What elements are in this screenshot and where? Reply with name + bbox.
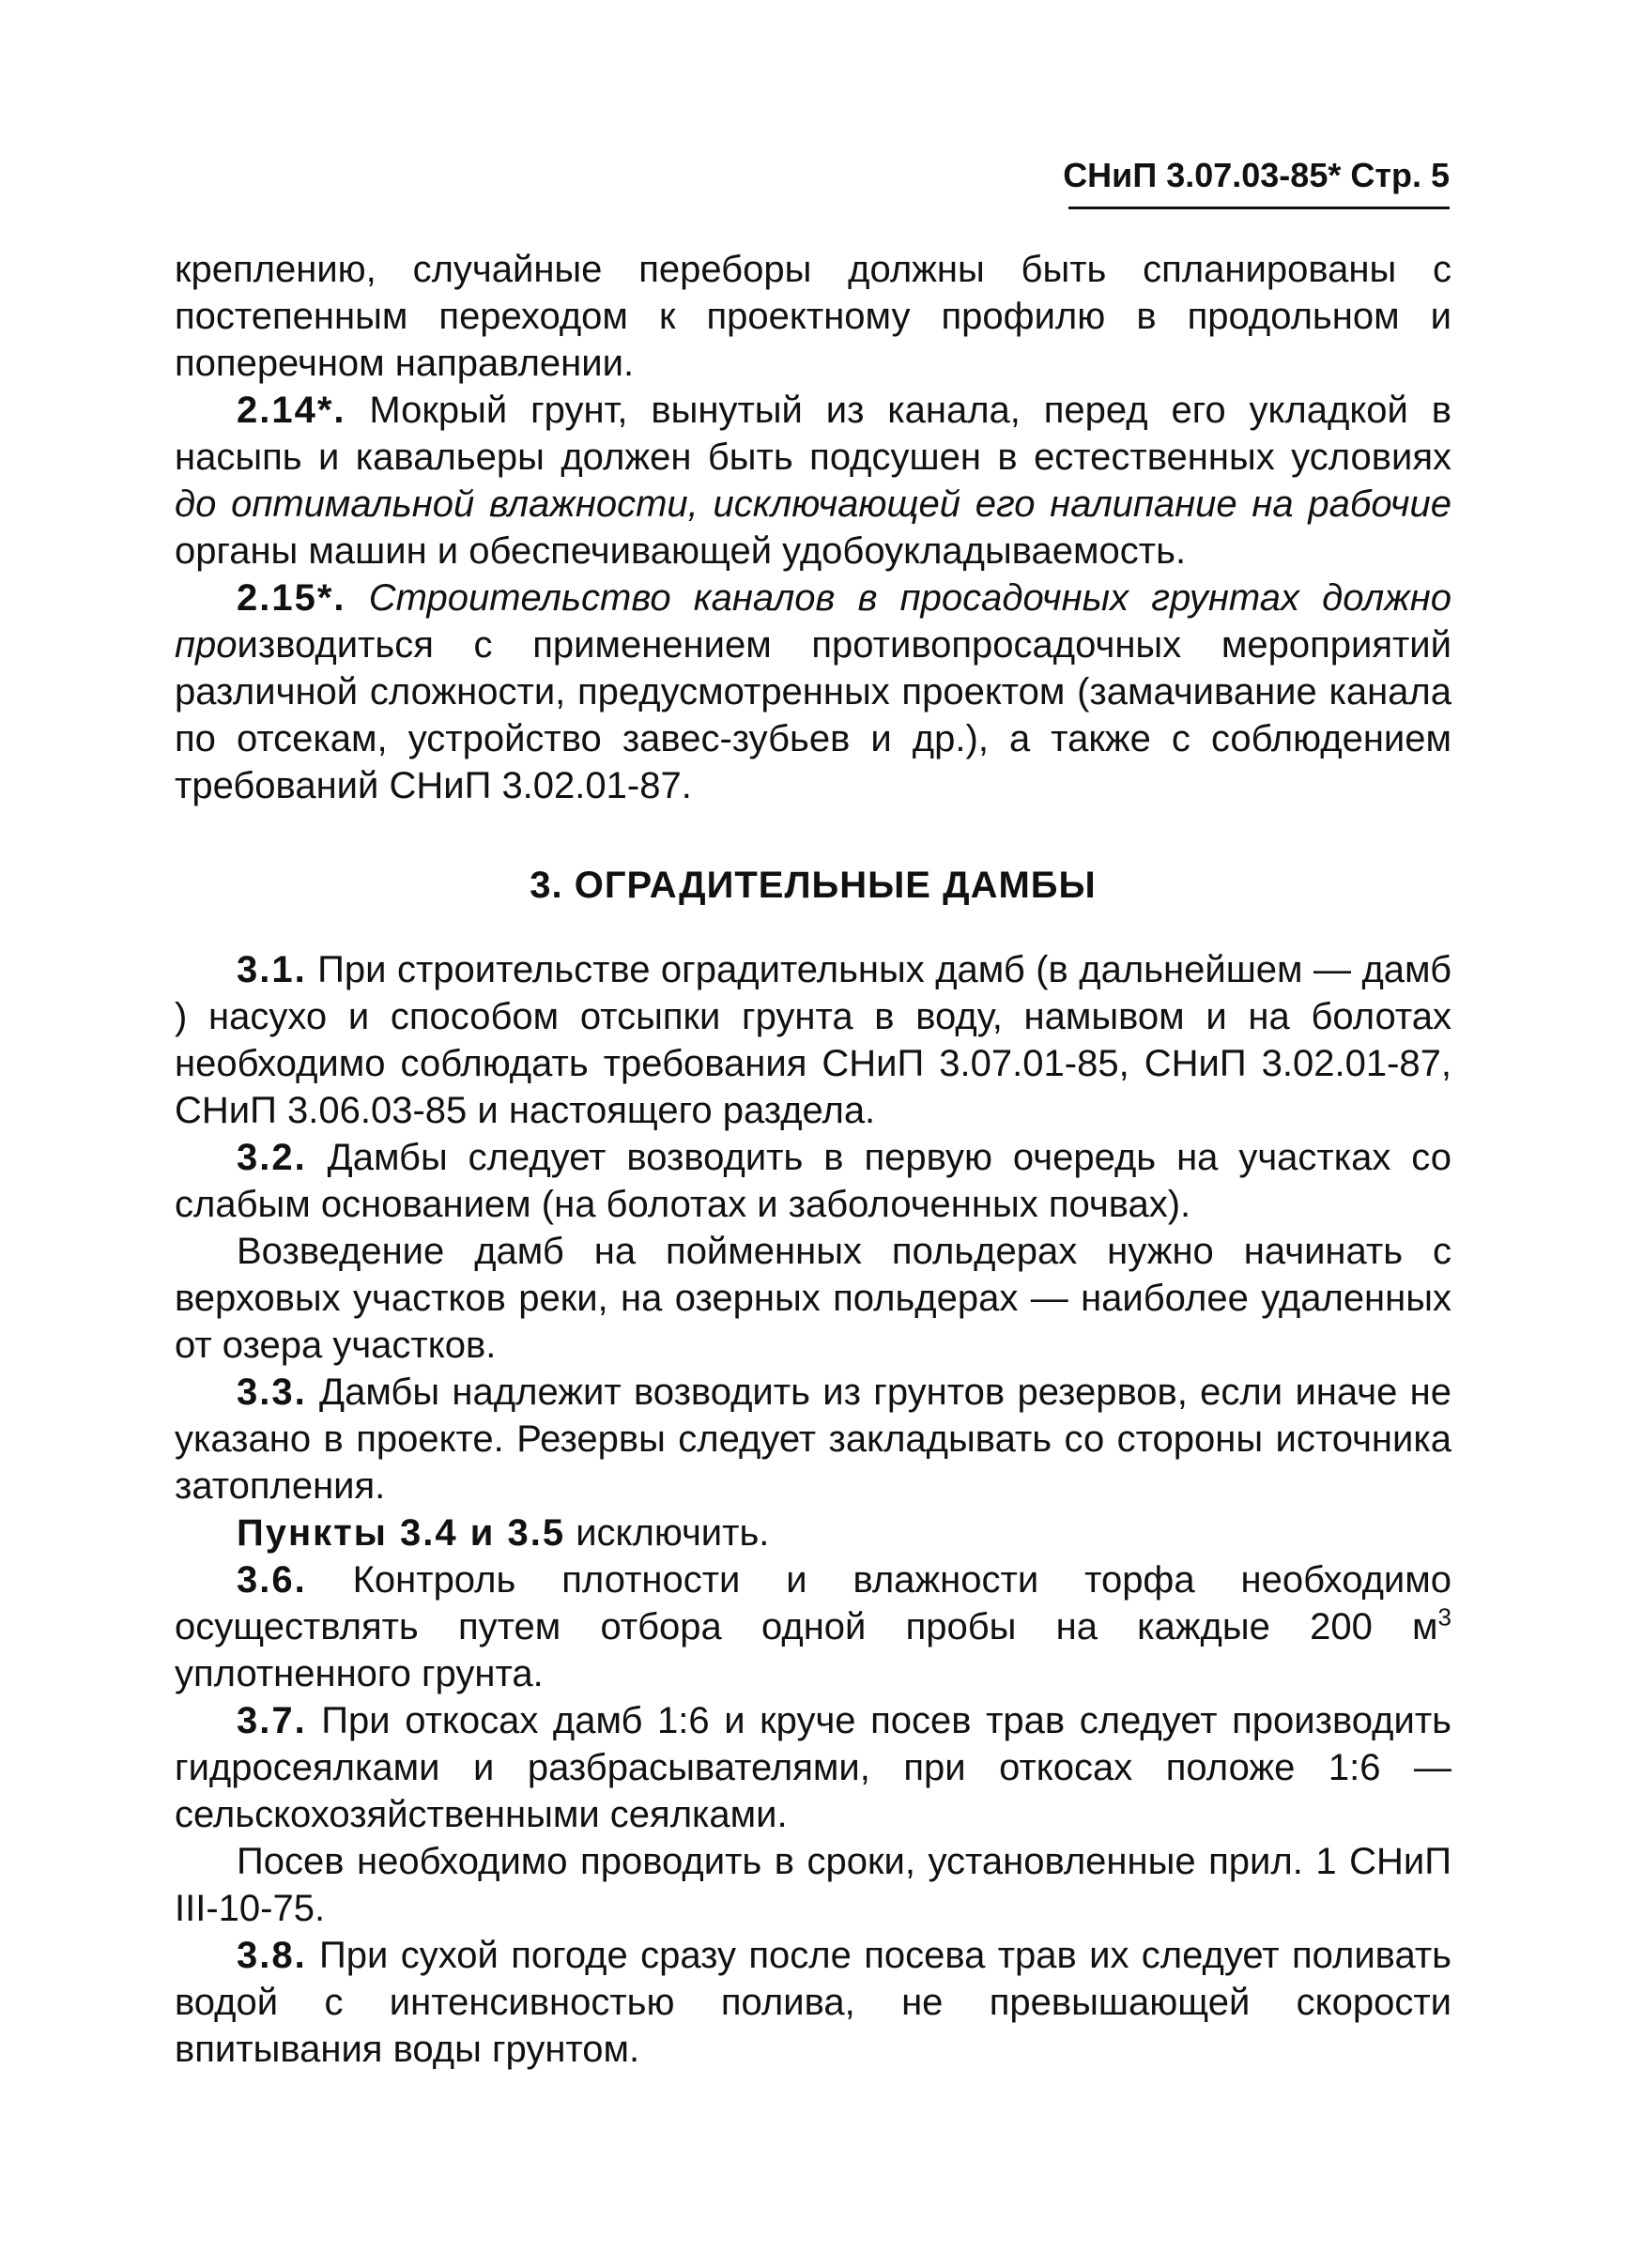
clause-number: 3.7. [237, 1700, 307, 1741]
clause-text: Дамбы следует возводить в первую очередь на участках со слабым основанием (на болотах и заболоченных почвах). [175, 1137, 1451, 1225]
paragraph-3-7 [175, 1697, 1451, 1838]
clause-number: 2.15*. [237, 577, 346, 619]
paragraph-2-14 [175, 387, 1451, 575]
clause-text: уплотненного грунта. [175, 1653, 544, 1694]
clause-text: Контроль плотности и влажности торфа необходимо осуществлять путем отбора одной пробы на каждые 200 м [175, 1559, 1451, 1647]
clause-text-italic: Строительство каналов в просадочных грунтах должно про [175, 577, 1451, 666]
clause-text: органы машин и обеспечивающей удобоукладываемость. [175, 530, 1187, 572]
running-header: СНиП 3.07.03-85* Стр. 5 [1063, 156, 1450, 194]
clause-number: 3.6. [237, 1559, 307, 1601]
paragraph-2-15 [175, 575, 1451, 809]
clause-text: При строительстве оградительных дамб (в дальнейшем — дамб ) насухо и способом отсыпки грунта в воду, намывом и на болотах необходимо соблюдать требования СНиП 3.07.01-85, СНиП 3.02.01-87, СНиП 3.06.03-85 и настоящего раздела. [175, 949, 1451, 1131]
paragraph-continuation: креплению, случайные переборы должны быть спланированы с постепенным переходом к проектному профилю в продольном и поперечном направлении. [175, 249, 1451, 384]
clause-text: Дамбы надлежит возводить из грунтов резервов, если иначе не указано в проекте. Резервы следует закладывать со стороны источника затопления. [175, 1372, 1451, 1507]
paragraph-3-8 [175, 1932, 1451, 2073]
clause-text-italic: до оптимальной влажности, исключающей его налипание на рабочие [175, 483, 1451, 525]
clause-text: исключить. [565, 1512, 770, 1554]
clause-number: Пункты 3.4 и 3.5 [237, 1512, 566, 1554]
paragraph-3-1 [175, 946, 1451, 1134]
paragraph-3-7-cont: Посев необходимо проводить в сроки, установленные прил. 1 СНиП III-10-75. [175, 1841, 1451, 1929]
clause-text: Мокрый грунт, вынутый из канала, перед его укладкой в насыпь и кавальеры должен быть подсушен в естественных условиях [175, 390, 1451, 478]
paragraph-3-2-cont: Возведение дамб на пойменных польдерах нужно начинать с верховых участков реки, на озерных польдерах — наиболее удаленных от озера участков. [175, 1231, 1451, 1366]
header-rule [1068, 207, 1450, 209]
document-body [175, 246, 1451, 2073]
section-heading: 3. ОГРАДИТЕЛЬНЫЕ ДАМБЫ [530, 865, 1097, 906]
clause-text: При сухой погоде сразу после посева трав их следует поливать водой с интенсивностью полива, не превышающей скорости впитывания воды грунтом. [175, 1935, 1451, 2070]
superscript: 3 [1437, 1602, 1451, 1632]
clause-text: При откосах дамб 1:6 и круче посев трав следует производить гидросеялками и разбрасывателями, при откосах положе 1:6 — сельскохозяйственными сеялками. [175, 1700, 1451, 1835]
clause-number: 3.2. [237, 1137, 307, 1178]
clause-number: 3.1. [237, 949, 307, 990]
paragraph-3-2 [175, 1134, 1451, 1228]
paragraph-3-3 [175, 1369, 1451, 1509]
paragraph-3-6 [175, 1556, 1451, 1697]
clause-number: 2.14*. [237, 390, 346, 431]
clause-number: 3.3. [237, 1372, 307, 1413]
paragraph-3-4-3-5 [175, 1509, 1451, 1556]
clause-text: изводиться с применением противопросадочных мероприятий различной сложности, предусмотренных проектом (замачивание канала по отсекам, устройство завес-зубьев и др.), а также с соблюдением требований СНиП 3.02.01-87. [175, 624, 1451, 806]
clause-number: 3.8. [237, 1935, 307, 1976]
